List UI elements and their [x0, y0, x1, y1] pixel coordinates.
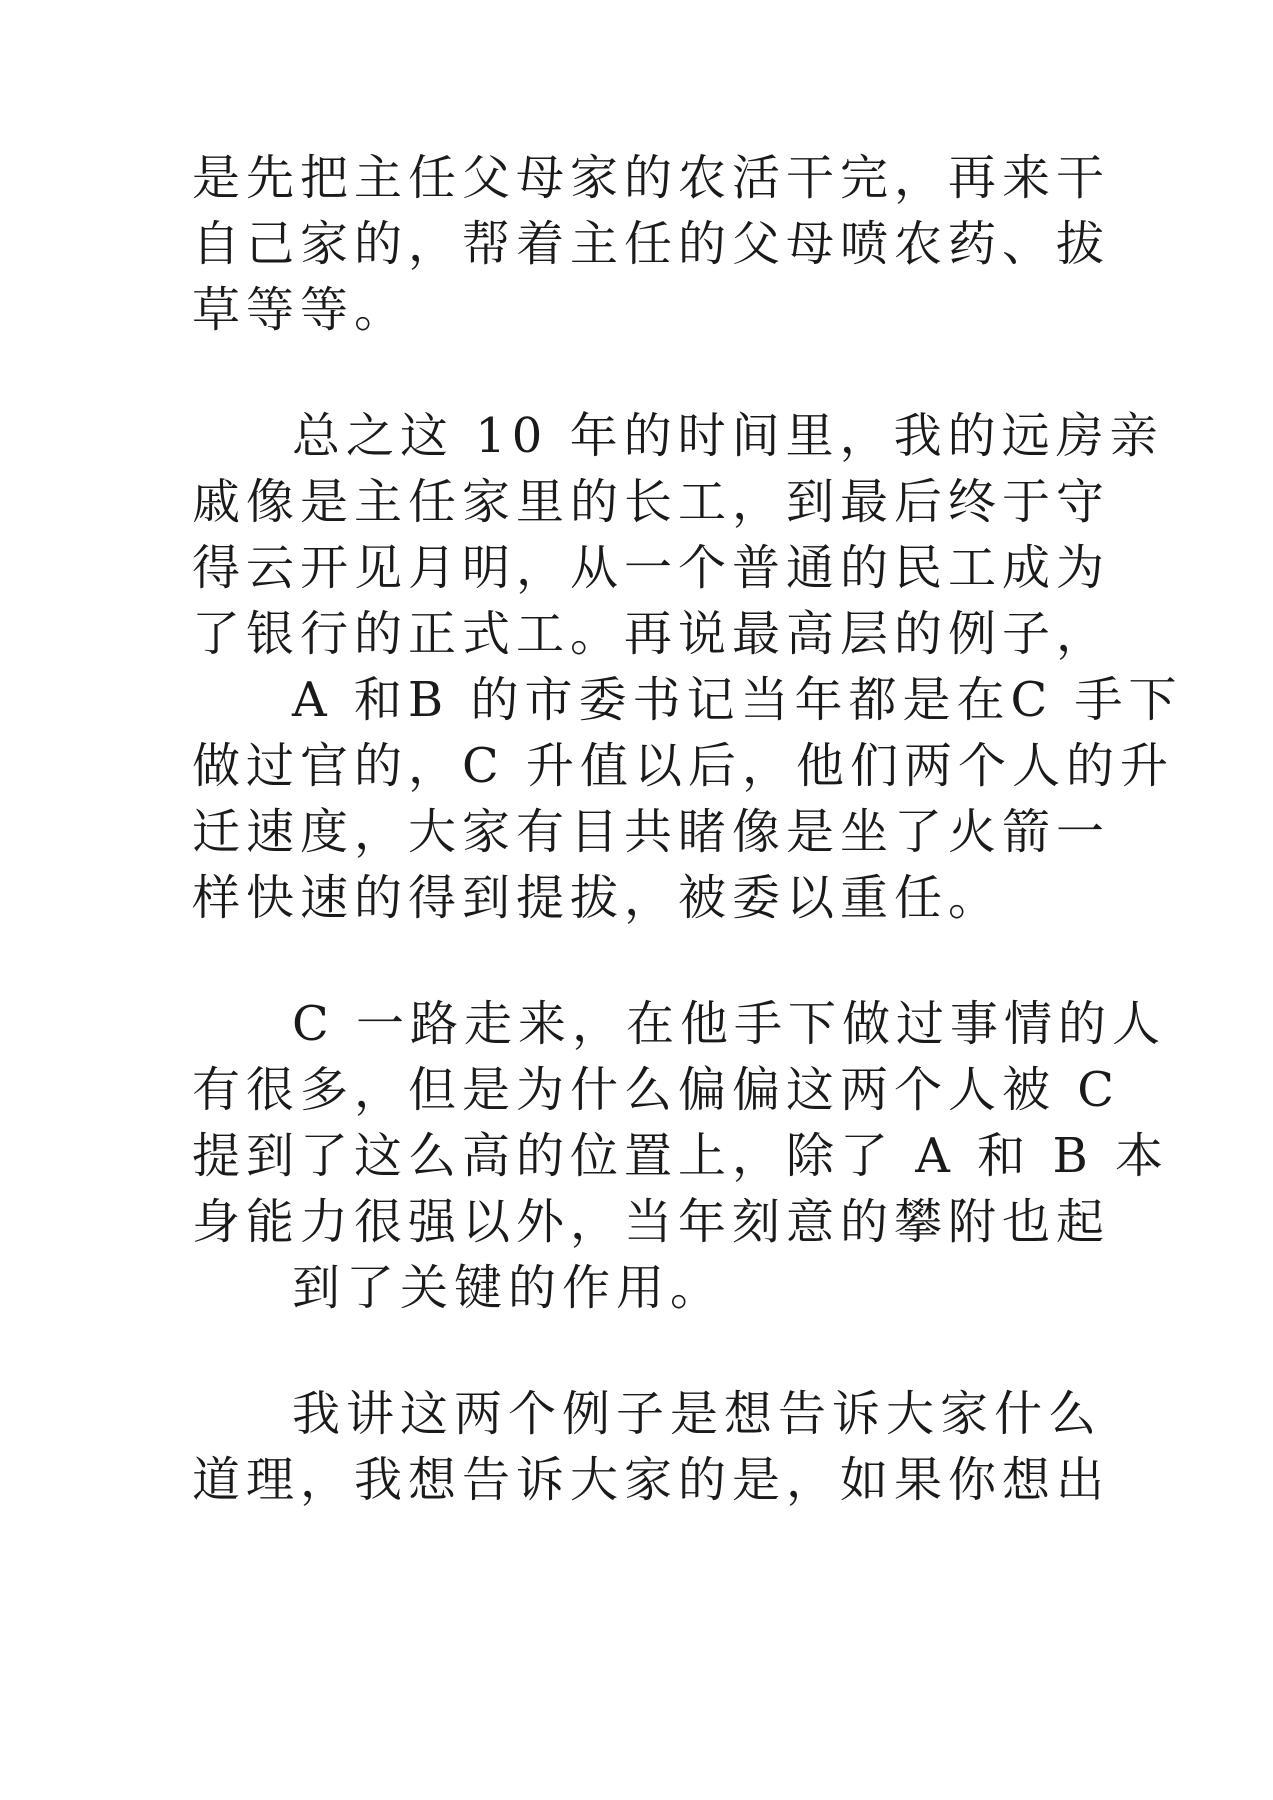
text-line-11: 样快速的得到提拔，被委以重任。 — [192, 870, 1003, 926]
text-line-4: 总之这 10 年的时间里，我的远房亲 — [292, 408, 1164, 464]
text-line-5: 戚像是主任家里的长工，到最后终于守 — [192, 474, 1111, 530]
text-line-12: C 一路走来，在他手下做过事情的人 — [292, 996, 1166, 1052]
text-line-7: 了银行的正式工。再说最高层的例子， — [192, 606, 1111, 662]
text-line-9: 做过官的，C 升值以后，他们两个人的升 — [192, 738, 1174, 794]
text-line-2: 自己家的，帮着主任的父母喷农药、拔 — [192, 216, 1111, 272]
text-line-8: A 和B 的市委书记当年都是在C 手下 — [292, 672, 1183, 728]
text-line-16: 到了关键的作用。 — [292, 1260, 725, 1316]
text-line-6: 得云开见月明，从一个普通的民工成为 — [192, 540, 1111, 596]
text-line-18: 道理，我想告诉大家的是，如果你想出 — [192, 1452, 1111, 1508]
text-line-17: 我讲这两个例子是想告诉大家什么 — [292, 1386, 1103, 1442]
text-line-3: 草等等。 — [192, 282, 409, 338]
text-line-10: 迁速度，大家有目共睹像是坐了火箭一 — [192, 804, 1111, 860]
text-line-1: 是先把主任父母家的农活干完，再来干 — [192, 150, 1111, 206]
text-line-15: 身能力很强以外，当年刻意的攀附也起 — [192, 1194, 1111, 1250]
text-line-14: 提到了这么高的位置上，除了 A 和 B 本 — [192, 1128, 1169, 1184]
text-line-13: 有很多，但是为什么偏偏这两个人被 C — [192, 1062, 1120, 1118]
